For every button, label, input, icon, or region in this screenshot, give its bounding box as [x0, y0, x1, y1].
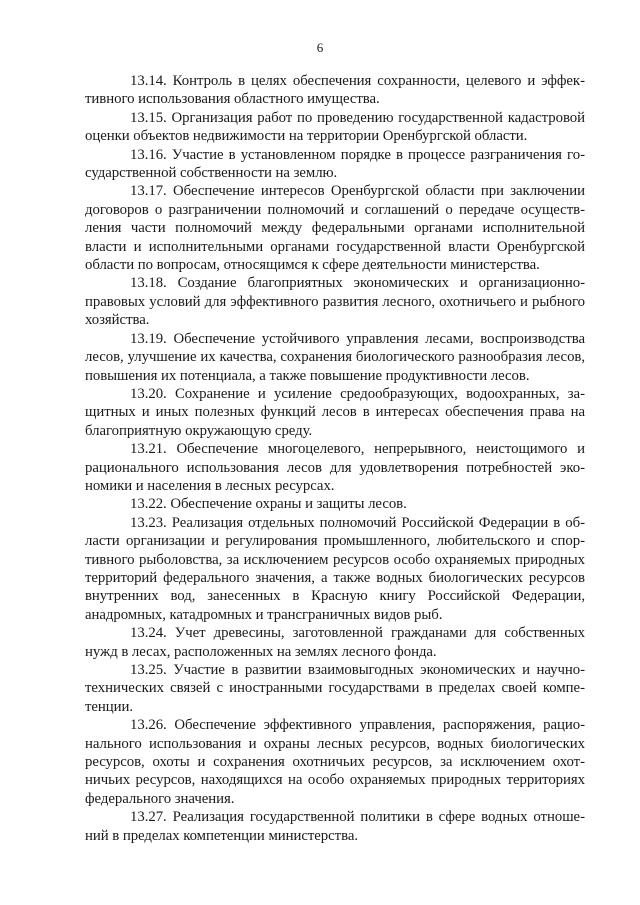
clause-13-20: 13.20. Сохранение и усиление средообразующих, водоохранных, защитных и иных полезных функций лесов в интересах обеспечения права на благоприятную окружающую среду. [85, 385, 585, 439]
clause-13-19: 13.19. Обеспечение устойчивого управления лесами, воспроизводства лесов, улучшение их качества, сохранения биологического разнообразия лесов, повышения их потенциала, а также повышение продуктивности лесов. [85, 330, 585, 384]
page-number: 6 [316, 40, 324, 55]
clause-13-22: 13.22. Обеспечение охраны и защиты лесов. [130, 496, 407, 513]
clause-13-23: 13.23. Реализация отдельных полномочий Российской Федерации в области организации и регулирования промышленного, любительского и спортивного рыболовства, за исключением ресурсов особо охраняемых природных территорий федерального значения, а также водных биологических ресурсов внутренних вод, занесенных в Красную книгу Российской Федерации, анадромных, катадромных и трансграничных видов рыб. [85, 514, 585, 623]
clause-13-21: 13.21. Обеспечение многоцелевого, непрерывного, неистощимого и рационального использования лесов для удовлетворения потребностей экономики и населения в лесных ресурсах. [85, 441, 585, 494]
clause-13-14: 13.14. Контроль в целях обеспечения сохранности, целевого и эффективного использования областного имущества. [85, 73, 585, 108]
clause-13-24: 13.24. Учет древесины, заготовленной гражданами для собственных нужд в лесах, расположенных на землях лесного фонда. [85, 625, 585, 660]
clause-13-16: 13.16. Участие в установленном порядке в процессе разграничения государственной собственности на землю. [85, 146, 585, 182]
clause-list [85, 72, 585, 845]
clause-13-27: 13.27. Реализация государственной политики в сфере водных отношений в пределах компетенции министерства. [85, 809, 585, 844]
clause-13-26: 13.26. Обеспечение эффективного управления, распоряжения, рационального использования и охраны лесных ресурсов, водных биологических ресурсов, охоты и сохранения охотничьих ресурсов, за исключением охотничьих ресурсов, находящихся на особо охраняемых природных территориях федерального значения. [85, 717, 585, 807]
clause-13-18: 13.18. Создание благоприятных экономических и организационно-правовых условий для эффективного развития лесного, охотничьего и рыбного хозяйства. [85, 275, 585, 329]
clause-13-25: 13.25. Участие в развитии взаимовыгодных экономических и научно-технических связей с иностранными государствами в пределах своей компетенции. [85, 662, 585, 715]
clause-13-15: 13.15. Организация работ по проведению государственной кадастровой оценки объектов недвижимости на территории Оренбургской области. [85, 109, 585, 145]
clause-13-17: 13.17. Обеспечение интересов Оренбургской области при заключении договоров о разграничении полномочий и соглашений о передаче осуществления части полномочий между федеральными органами исполнительной власти и исполнительными органами государственной власти Оренбургской области по вопросам, относящимся к сфере деятельности министерства. [85, 183, 585, 274]
